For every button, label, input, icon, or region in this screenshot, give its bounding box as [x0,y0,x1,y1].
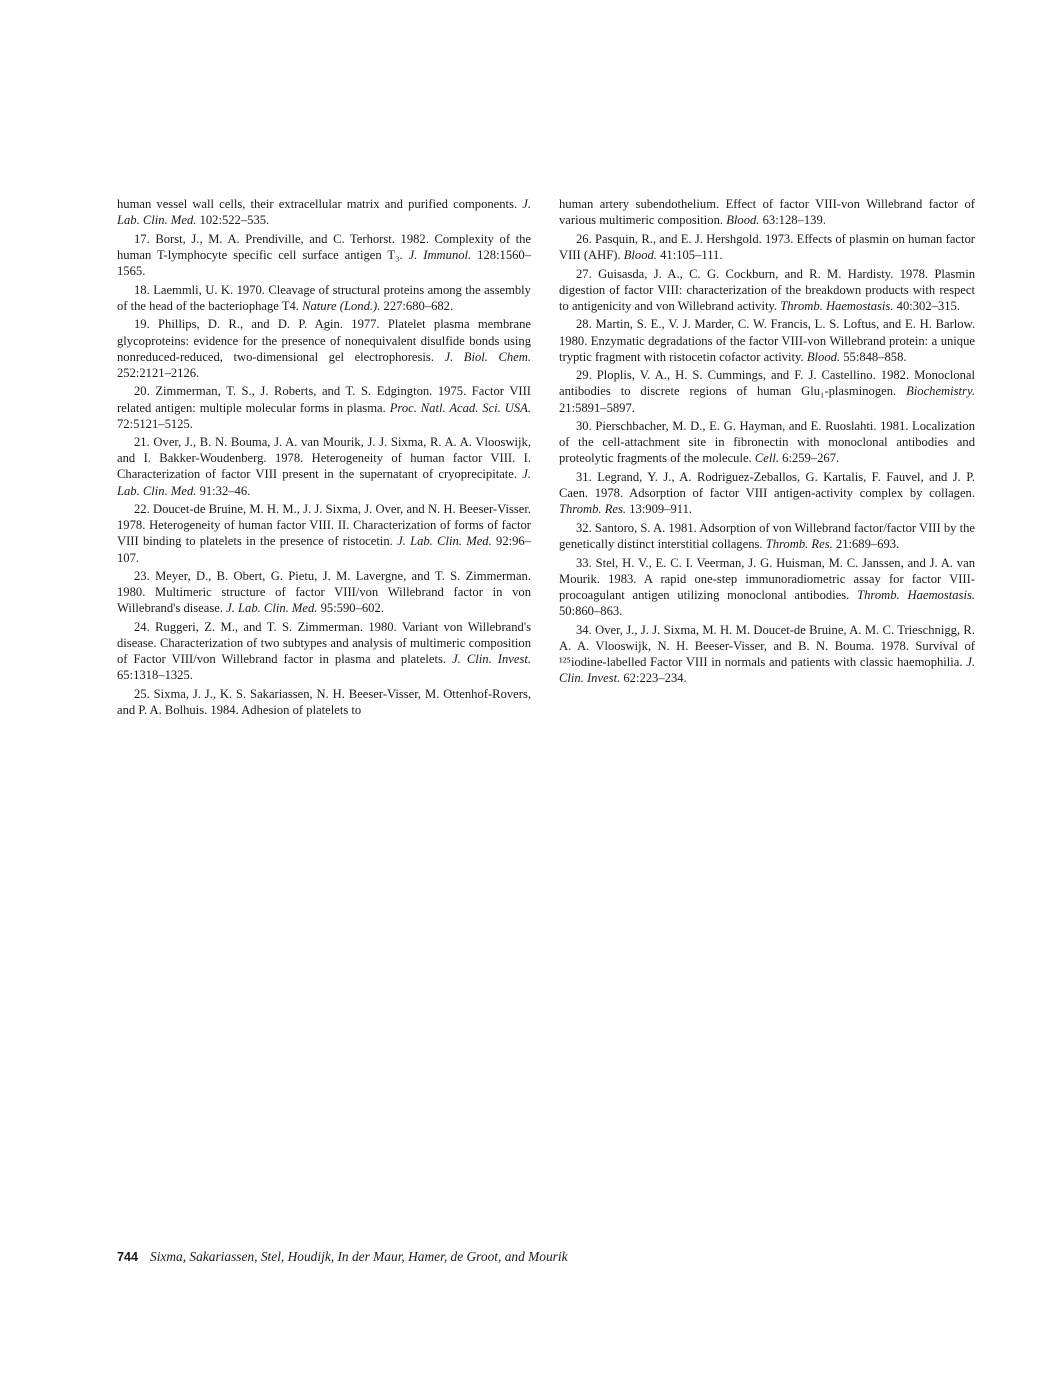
reference-entry-19: 19. Phillips, D. R., and D. P. Agin. 1977. Platelet plasma membrane glycoproteins: evidence for the presence of nonequivalent disulfide bonds using nonreduced-reduced, two-dimensional gel electrophoresis. J. Biol. Chem. 252:2121–2126. [117,317,531,380]
reference-entry-31: 31. Legrand, Y. J., A. Rodriguez-Zeballos, G. Kartalis, F. Fauvel, and J. P. Caen. 1978. Adsorption of factor VIII antigen-activity complex by collagen. Thromb. Res. 13:909–911. [559,470,975,517]
reference-column-right [559,196,975,689]
reference-entry-21: 21. Over, J., B. N. Bouma, J. A. van Mourik, J. J. Sixma, R. A. A. Vlooswijk, and I. Bakker-Woudenberg. 1978. Heterogeneity of human factor VIII. I. Characterization of factor VIII present in the supernatant of cryoprecipitate. J. Lab. Clin. Med. 91:32–46. [117,435,531,498]
reference-entry-32: 32. Santoro, S. A. 1981. Adsorption of von Willebrand factor/factor VIII by the genetically distinct interstitial collagens. Thromb. Res. 21:689–693. [559,520,975,552]
reference-entry-27: 27. Guisasda, J. A., C. G. Cockburn, and R. M. Hardisty. 1978. Plasmin digestion of factor VIII: characterization of the breakdown products with respect to antigenicity and von Willebrand activity. Thromb. Haemostasis. 40:302–315. [559,266,975,313]
reference-entry-25: 25. Sixma, J. J., K. S. Sakariassen, N. H. Beeser-Visser, M. Ottenhof-Rovers, and P. A. Bolhuis. 1984. Adhesion of platelets to [117,687,531,718]
reference-entry-16-continued: human vessel wall cells, their extracellular matrix and purified components. J. Lab. Clin. Med. 102:522–535. [117,197,531,228]
reference-entry-26: 26. Pasquin, R., and E. J. Hershgold. 1973. Effects of plasmin on human factor VIII (AHF). Blood. 41:105–111. [559,231,975,262]
reference-column-left [117,196,531,721]
reference-entry-18: 18. Laemmli, U. K. 1970. Cleavage of structural proteins among the assembly of the head of the bacteriophage T4. Nature (Lond.). 227:680–682. [117,282,531,313]
running-footer-authors: Sixma, Sakariassen, Stel, Houdijk, In der Maur, Hamer, de Groot, and Mourik [150,1249,568,1264]
reference-entry-22: 22. Doucet-de Bruine, M. H. M., J. J. Sixma, J. Over, and N. H. Beeser-Visser. 1978. Heterogeneity of human factor VIII. II. Characterization of forms of factor VIII binding to platelets in the presence of ristocetin. J. Lab. Clin. Med. 92:96–107. [117,502,531,565]
reference-entry-24: 24. Ruggeri, Z. M., and T. S. Zimmerman. 1980. Variant von Willebrand's disease. Characterization of two subtypes and analysis of multimeric composition of Factor VIII/von Willebrand factor in plasma and platelets. J. Clin. Invest. 65:1318–1325. [117,620,532,683]
reference-entry-23: 23. Meyer, D., B. Obert, G. Pietu, J. M. Lavergne, and T. S. Zimmerman. 1980. Multimeric structure of factor VIII/von Willebrand factor in von Willebrand's disease. J. Lab. Clin. Med. 95:590–602. [117,569,531,616]
reference-entry-33: 33. Stel, H. V., E. C. I. Veerman, J. G. Huisman, M. C. Janssen, and J. A. van Mourik. 1983. A rapid one-step immunoradiometric assay for factor VIII-procoagulant antigen utilizing monoclonal antibodies. Thromb. Haemostasis. 50:860–863. [559,555,975,618]
page-number: 744 [117,1250,139,1264]
reference-entry-29: 29. Ploplis, V. A., H. S. Cummings, and F. J. Castellino. 1982. Monoclonal antibodies to discrete regions of human Glu₁-plasminogen. Biochemistry. 21:5891–5897. [559,368,976,415]
reference-entry-20: 20. Zimmerman, T. S., J. Roberts, and T. S. Edgington. 1975. Factor VIII related antigen: multiple molecular forms in plasma. Proc. Natl. Acad. Sci. USA. 72:5121–5125. [117,384,531,431]
reference-entry-17: 17. Borst, J., M. A. Prendiville, and C. Terhorst. 1982. Complexity of the human T-lymphocyte specific cell surface antigen T₃. J. Immunol. 128:1560–1565. [117,231,532,278]
reference-entry-34: 34. Over, J., J. J. Sixma, M. H. M. Doucet-de Bruine, A. M. C. Trieschnigg, R. A. A. Vlooswijk, N. H. Beeser-Visser, and B. N. Bouma. 1978. Survival of ¹²⁵iodine-labelled Factor VIII in normals and patients with classic haemophilia. J. Clin. Invest. 62:223–234. [559,622,975,685]
reference-entry-30: 30. Pierschbacher, M. D., E. G. Hayman, and E. Ruoslahti. 1981. Localization of the cell-attachment site in fibronectin with monoclonal antibodies and proteolytic fragments of the molecule. Cell. 6:259–267. [559,419,975,466]
reference-entry-25-continued: human artery subendothelium. Effect of factor VIII-von Willebrand factor of various multimeric composition. Blood. 63:128–139. [559,197,975,228]
reference-entry-28: 28. Martin, S. E., V. J. Marder, C. W. Francis, L. S. Loftus, and E. H. Barlow. 1980. Enzymatic degradations of the factor VIII-von Willebrand protein: a unique tryptic fragment with ristocetin cofactor activity. Blood. 55:848–858. [559,317,975,364]
page-footer [117,1249,568,1265]
